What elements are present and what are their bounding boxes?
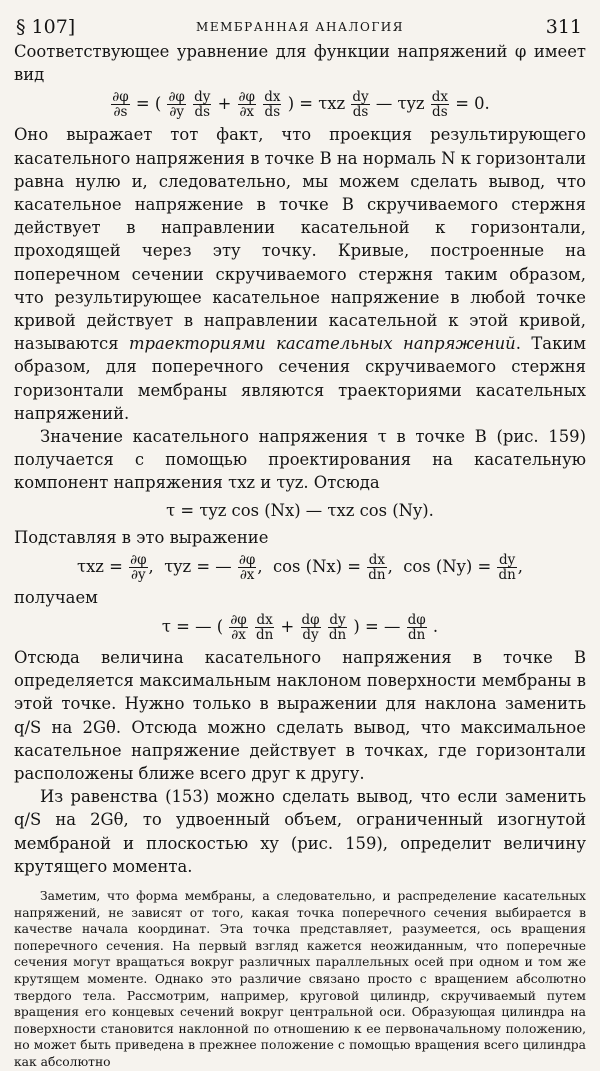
paragraph-stress-value: Значение касательного напряжения τ в точке B (рис. 159) получается с помощью проектирования на касательную компонент напряжения τxz и τyz. Отсюда xyxy=(14,427,586,493)
frac: $\frac{d\varphi}{dy}$ xyxy=(301,612,320,644)
frac: $\frac{\partial\varphi}{\partial s}$ xyxy=(112,89,129,121)
frac: $\frac{\partial\varphi}{\partial y}$ xyxy=(168,89,185,121)
frac: $\frac{\partial\varphi}{\partial y}$ xyxy=(130,551,147,583)
book-page xyxy=(14,10,586,1070)
paragraph-torque: Из равенства (153) можно сделать вывод, что если заменить q/S на 2Gθ, то удвоенный объем, ограниченный изогнутой мембраной и плоскостью xy (рис. 159), определит величину крутящего момента. xyxy=(14,787,586,876)
paragraph-max-slope: Отсюда величина касательного напряжения в точке B определяется максимальным наклоном поверхности мембраны в этой точке. Нужно только в выражении для наклона заменить q/S на 2Gθ. Отсюда можно сделать вывод, что максимальное касательное напряжение действует в точках, где горизонтали расположены ближе всего друг к другу. xyxy=(14,648,586,784)
page-number: 311 xyxy=(545,16,582,38)
frac: $\frac{dy}{dn}$ xyxy=(328,612,347,644)
frac: $\frac{dx}{dn}$ xyxy=(255,612,274,644)
running-header xyxy=(14,10,586,40)
equation-4: τ = — ( $\frac{\partial\varphi}{\partial x}$ $\frac{dx}{dn}$ + $\frac{d\varphi}{dy}$ $\frac{dy}{dn}$ ) = — $\frac{d\varphi}{dn}$ . xyxy=(161,612,439,644)
section-number: § 107] xyxy=(16,16,76,38)
frac: $\frac{dx}{ds}$ xyxy=(431,89,448,121)
frac: $\frac{\partial\varphi}{\partial x}$ xyxy=(238,89,255,121)
paragraph-substitute: Подставляя в это выражение xyxy=(14,527,269,547)
paragraph-trajectories: Оно выражает тот факт, что проекция результирующего касательного напряжения в точке B на нормаль N к горизонтали равна нулю и, следовательно, мы можем сделать вывод, что касательное напряжение в точке B скручиваемого стержня действует в направлении касательной к горизонтали, проходящей через эту точку. Кривые, построенные на поперечном сечении скручиваемого стержня таким образом, что результирующее касательное напряжение в любой точке кривой действует в направлении касательной к этой кривой, называются траекториями касательных напряжений. Таким образом, для поперечного сечения скручиваемого стержня горизонтали мембраны являются траекториями касательных напряжений. xyxy=(14,125,586,423)
small-print-note xyxy=(14,888,586,1071)
paragraph-get: получаем xyxy=(14,587,98,607)
italic-term: траекториями касательных напряжений xyxy=(128,334,516,354)
paragraph-intro: Соответствующее уравнение для функции напряжений φ имеет вид xyxy=(14,42,586,85)
frac: $\frac{dy}{dn}$ xyxy=(498,551,516,583)
frac: $\frac{\partial\varphi}{\partial x}$ xyxy=(238,551,256,583)
frac: $\frac{d\varphi}{dn}$ xyxy=(407,612,426,644)
equation-2: τ = τyz cos (Nx) — τxz cos (Ny). xyxy=(166,500,434,520)
frac: $\frac{\partial\varphi}{\partial x}$ xyxy=(230,612,247,644)
frac: $\frac{dy}{ds}$ xyxy=(352,89,369,121)
equation-1: $\frac{\partial\varphi}{\partial s}$ = ( $\frac{\partial\varphi}{\partial y}$ $\frac{dy}{ds}$ + $\frac{\partial\varphi}{\partial x}$ $\frac{dx}{ds}$ ) = τxz $\frac{dy}{ds}$ — τyz $\frac{dx}{ds}$ = 0. xyxy=(112,89,490,121)
frac: $\frac{dx}{dn}$ xyxy=(368,551,386,583)
frac: $\frac{dx}{ds}$ xyxy=(264,89,281,121)
equation-3: τxz = $\frac{\partial\varphi}{\partial y}$ , τyz = — $\frac{\partial\varphi}{\partial x}$ , cos (Nx) = $\frac{dx}{dn}$ , cos (Ny) = $\frac{dy}{dn}$ , xyxy=(77,551,523,583)
chapter-title: МЕМБРАННАЯ АНАЛОГИЯ xyxy=(196,20,404,34)
frac: $\frac{dy}{ds}$ xyxy=(194,89,211,121)
paragraph-note: Заметим, что форма мембраны, а следовательно, и распределение касательных напряжений, не зависят от того, какая точка поперечного сечения выбирается в качестве начала координат. Эта точка представляет, разумеется, ось вращения поперечного сечения. На первый взгляд кажется неожиданным, что поперечные сечения могут вращаться вокруг различных параллельных осей при одном и том же крутящем моменте. Однако это различие связано просто с вращением абсолютно твердого тела. Рассмотрим, например, круговой цилиндр, скручиваемый путем вращения его концевых сечений вокруг центральной оси. Образующая цилиндра на поверхности становится наклонной по отношению к ее первоначальному положению, но может быть приведена в прежнее положение с помощью вращения всего цилиндра как абсолютно xyxy=(14,889,586,1070)
